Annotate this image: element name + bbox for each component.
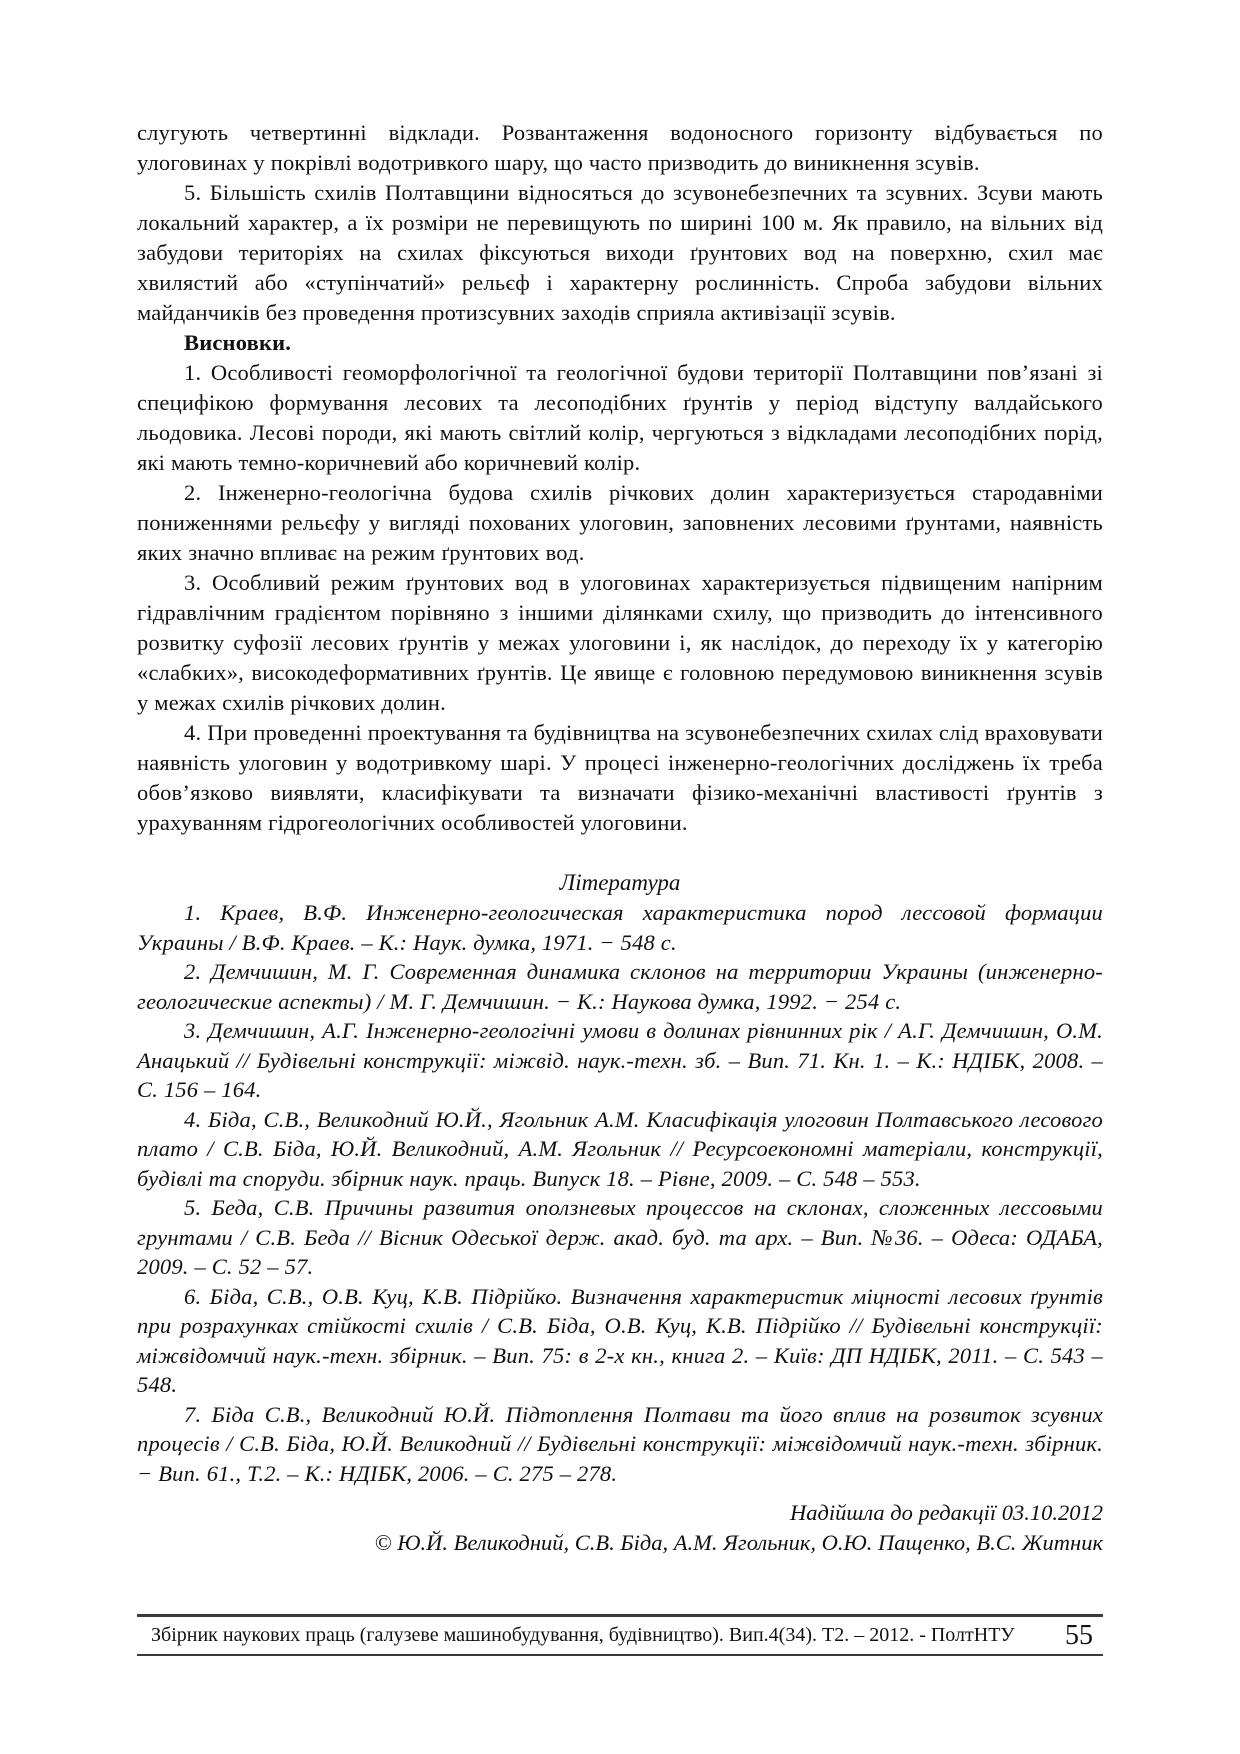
- paragraph-continuation: слугують четвертинні відклади. Розвантаження водоносного горизонту відбувається по улоговинах у покрівлі водотривкого шару, що часто призводить до виникнення зсувів.: [137, 120, 1103, 175]
- page-number: 55: [1065, 1619, 1093, 1651]
- conclusion-4: 4. При проведенні проектування та будівництва на зсувонебезпечних схилах слід враховувати наявність улоговин у водотривкому шарі. У процесі інженерно-геологічних досліджень їх треба обов’язково виявляти, класифікувати та визначати фізико-механічні властивості ґрунтів з урахуванням гідрогеологічних особливостей улоговини.: [137, 720, 1103, 835]
- page-content: [137, 118, 1103, 1558]
- received-note: Надійшла до редакції 03.10.2012: [789, 1500, 1103, 1525]
- reference-6: 6. Біда, С.В., О.В. Куц, К.В. Підрійко. Визначення характеристик міцності лесових ґрунтів при розрахунках стійкості схилів / С.В. Біда, О.В. Куц, К.В. Підрійко // Будівельні конструкції: міжвідомчий наук.-техн. збірник. – Вип. 75: в 2-х кн., книга 2. – Київ: ДП НДІБК, 2011. – С. 543 – 548.: [137, 1283, 1103, 1397]
- conclusion-1: 1. Особливості геоморфологічної та геологічної будови території Полтавщини пов’язані зі специфікою формування лесових та лесоподібних ґрунтів у період відступу валдайського льодовика. Лесові породи, які мають світлий колір, чергуються з відкладами лесоподібних порід, які мають темно-коричневий або коричневий колір.: [137, 360, 1103, 475]
- copyright-line: © Ю.Й. Великодний, С.В. Біда, А.М. Ягольник, О.Ю. Пащенко, В.С. Житник: [374, 1530, 1103, 1555]
- conclusion-3: 3. Особливий режим ґрунтових вод в улоговинах характеризується підвищеним напірним гідравлічним градієнтом порівняно з іншими ділянками схилу, що призводить до інтенсивного розвитку суфозії лесових ґрунтів у межах улоговини і, як наслідок, до переходу їх у категорію «слабких», високодеформативних ґрунтів. Це явище є головною передумовою виникнення зсувів у межах схилів річкових долин.: [137, 570, 1103, 715]
- reference-3: 3. Демчишин, А.Г. Інженерно-геологічні умови в долинах рівнинних рік / А.Г. Демчишин, О.М. Анацький // Будівельні конструкції: міжвід. наук.-техн. зб. – Вип. 71. Кн. 1. – К.: НДІБК, 2008. – С. 156 – 164.: [137, 1018, 1103, 1102]
- paragraph-item-5: 5. Більшість схилів Полтавщини відносяться до зсувонебезпечних та зсувних. Зсуви мають локальний характер, а їх розміри не перевищують по ширині 100 м. Як правило, на вільних від забудови територіях на схилах фіксуються виходи ґрунтових вод на поверхню, схил має хвилястий або «ступінчатий» рельєф і характерну рослинність. Спроба забудови вільних майданчиків без проведення протизсувних заходів сприяла активізації зсувів.: [137, 180, 1103, 325]
- page-footer: [137, 1614, 1103, 1656]
- reference-5: 5. Беда, С.В. Причины развития оползневых процессов на склонах, сложенных лессовыми грунтами / С.В. Беда // Вісник Одеської держ. акад. буд. та арх. – Вип. №36. – Одеса: ОДАБА, 2009. – С. 52 – 57.: [137, 1195, 1103, 1279]
- footer-journal-info: Збірник наукових праць (галузеве машинобудування, будівництво). Вип.4(34). Т2. – 2012. - ПолтНТУ: [151, 1624, 1015, 1646]
- conclusion-2: 2. Інженерно-геологічна будова схилів річкових долин характеризується стародавніми пониженнями рельєфу у вигляді похованих улоговин, заповнених лесовими ґрунтами, наявність яких значно впливає на режим ґрунтових вод.: [137, 480, 1103, 565]
- literature-heading: Література: [559, 870, 681, 895]
- reference-2: 2. Демчишин, М. Г. Современная динамика склонов на территории Украины (инженерно-геологические аспекты) / М. Г. Демчишин. − К.: Наукова думка, 1992. − 254 с.: [137, 959, 1103, 1014]
- reference-7: 7. Біда С.В., Великодний Ю.Й. Підтоплення Полтави та його вплив на розвиток зсувних процесів / С.В. Біда, Ю.Й. Великодний // Будівельні конструкції: міжвідомчий наук.-техн. збірник. − Вип. 61., Т.2. – К.: НДІБК, 2006. – С. 275 – 278.: [137, 1401, 1103, 1486]
- reference-4: 4. Біда, С.В., Великодний Ю.Й., Ягольник А.М. Класифікація улоговин Полтавського лесового плато / С.В. Біда, Ю.Й. Великодний, А.М. Ягольник // Ресурсоекономні матеріали, конструкції, будівлі та споруди. збірник наук. праць. Випуск 18. – Рівне, 2009. – С. 548 – 553.: [137, 1106, 1103, 1191]
- conclusions-heading: Висновки.: [184, 330, 292, 355]
- reference-1: 1. Краев, В.Ф. Инженерно-геологическая характеристика пород лессовой формации Украины / В.Ф. Краев. – К.: Наук. думка, 1971. − 548 с.: [137, 900, 1103, 955]
